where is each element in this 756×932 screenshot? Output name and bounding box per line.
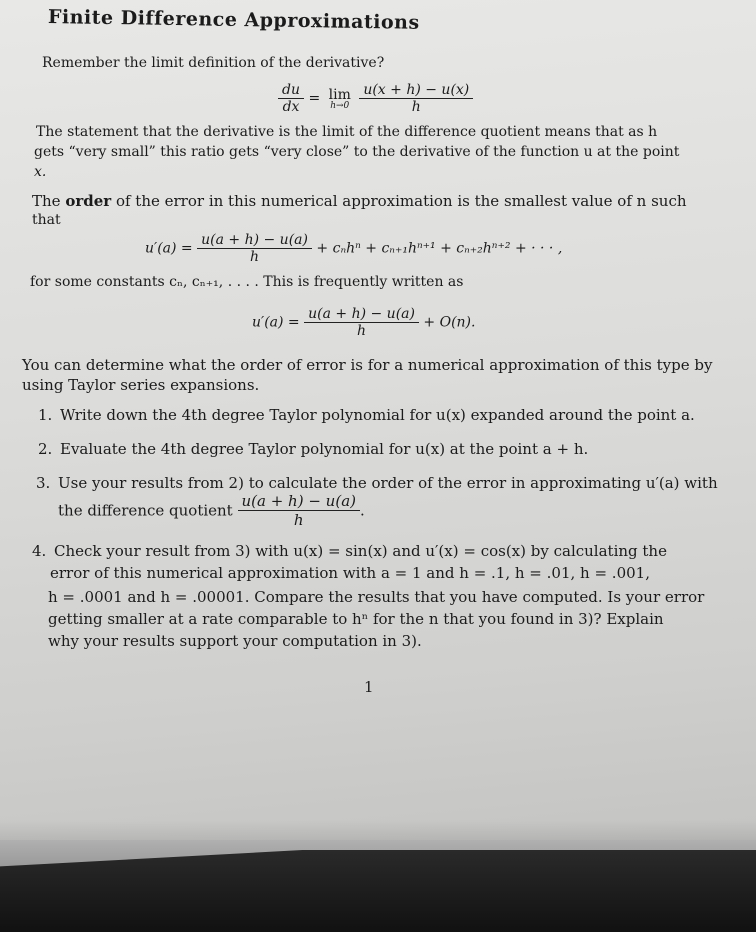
limit-equation: $\frac{du}{dx}$ = lim h→0 $\frac{u(x + h) - u(x)}{h}$ [278,82,473,115]
item-1-text: Write down the 4th degree Taylor polynomial for u(x) expanded around the point a. [60,406,695,424]
eq2-lhs: u′(a) = [145,240,193,257]
eq3-tail: + O(n). [423,314,476,331]
paragraph-3-line-2: using Taylor series expansions. [22,376,260,394]
eq3-denominator: h [357,323,367,339]
eq2-numerator: u(a + h) − u(a) [197,232,312,249]
item-2-number: 2. [38,440,53,458]
page-number: 1 [364,678,374,696]
list-item [38,440,588,458]
list-item [32,542,667,560]
paragraph-3-line-1: You can determine what the order of error is for a numerical approximation of this type by [22,356,713,374]
error-series-equation [145,232,562,265]
item-3-quotient-label: the difference quotient [58,501,233,520]
item-4-line-5: why your results support your computation in 3). [48,632,422,650]
paragraph-1-line-1: The statement that the derivative is the limit of the difference quotient means that as h [36,124,658,140]
item-1-number: 1. [38,406,53,424]
eq3-numerator: u(a + h) − u(a) [304,306,419,323]
list-item [36,474,718,492]
para2-rest: of the error in this numerical approximation is the smallest value of n such [115,192,687,210]
item-3-denominator: h [293,511,304,529]
constants-line: for some constants cₙ, cₙ₊₁, . . . . This is frequently written as [30,274,464,290]
rhs-numerator: u(x + h) − u(x) [359,82,473,99]
item-3-line-2 [58,492,365,529]
item-3-text: Use your results from 2) to calculate the order of the error in approximating u′(a) with [58,474,718,492]
page-title: Finite Difference Approximations [47,6,420,34]
eq3-lhs: u′(a) = [252,314,300,331]
item-3-numerator: u(a + h) − u(a) [238,492,361,511]
lhs-numerator: du [278,82,304,99]
order-bold: order [65,192,112,210]
rhs-denominator: h [411,99,421,115]
item-4-number: 4. [32,542,47,560]
para2-start: The [32,192,61,210]
paragraph-2-line-2: that [32,212,61,228]
intro-text: Remember the limit definition of the derivative? [42,55,385,71]
item-3-number: 3. [36,474,51,492]
item-4-line-2: error of this numerical approximation with a = 1 and h = .1, h = .01, h = .001, [50,564,650,582]
paragraph-1-line-2: gets “very small” this ratio gets “very close” to the derivative of the function u at the point [34,144,680,160]
item-3-period: . [360,501,365,520]
lim-word: lim [328,86,351,103]
item-4-line-3: h = .0001 and h = .00001. Compare the results that you have computed. Is your error [48,588,705,606]
big-o-equation [252,306,475,339]
item-2-text: Evaluate the 4th degree Taylor polynomial for u(x) at the point a + h. [60,440,589,458]
eq2-tail: + cₙhⁿ + cₙ₊₁hⁿ⁺¹ + cₙ₊₂hⁿ⁺² + · · · , [316,240,563,257]
item-4-line-4: getting smaller at a rate comparable to hⁿ for the n that you found in 3)? Explain [48,610,664,628]
paragraph-1-line-3: x. [34,164,47,180]
eq2-denominator: h [250,249,260,265]
dark-background [0,850,756,932]
item-4-line-1: Check your result from 3) with u(x) = sin(x) and u′(x) = cos(x) by calculating the [54,542,667,560]
lim-subscript: h→0 [330,100,350,111]
list-item [38,406,695,424]
lhs-denominator: dx [282,99,300,115]
paragraph-2-line-1 [32,192,687,210]
